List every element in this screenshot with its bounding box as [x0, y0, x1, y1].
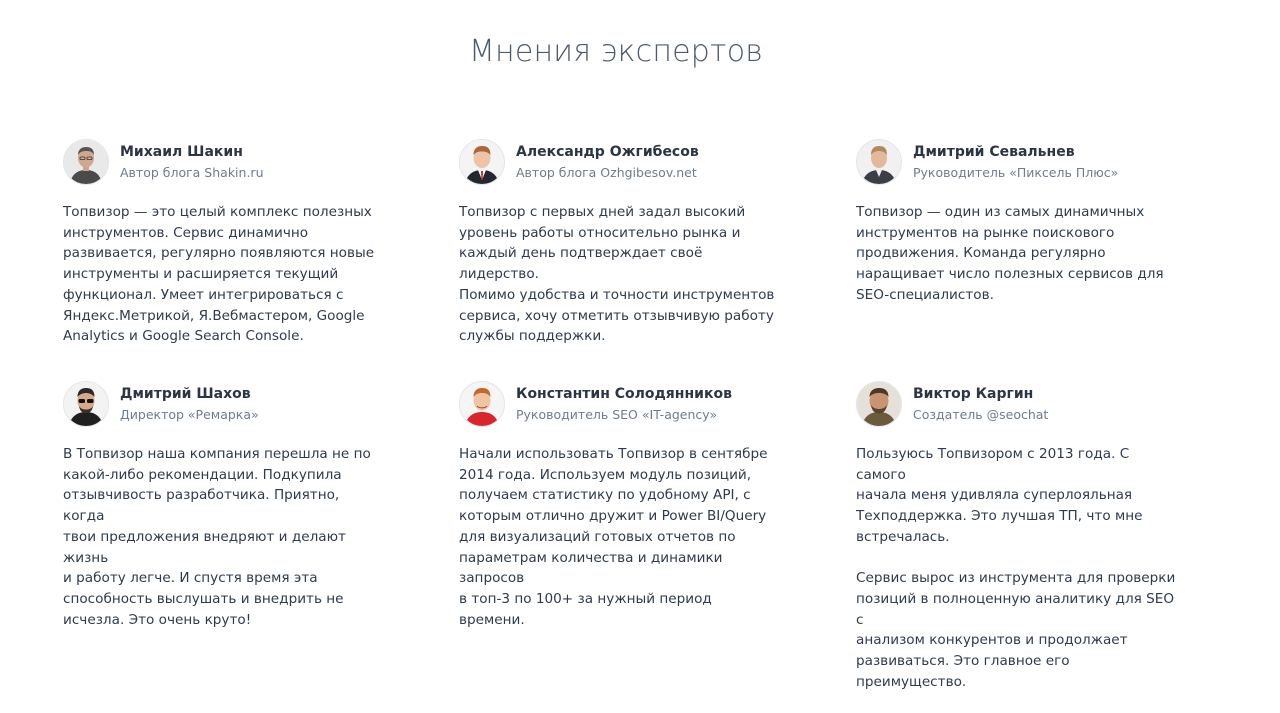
expert-header	[63, 139, 383, 185]
expert-role: Автор блога Shakin.ru	[120, 164, 264, 180]
person-photo-icon	[460, 382, 504, 426]
expert-role: Руководитель «Пиксель Плюс»	[913, 164, 1119, 180]
person-photo-icon	[64, 140, 108, 184]
expert-name: Дмитрий Шахов	[120, 385, 251, 402]
avatar	[63, 381, 109, 427]
expert-name: Александр Ожгибесов	[516, 143, 699, 160]
avatar	[63, 139, 109, 185]
expert-header	[459, 381, 779, 427]
person-photo-icon	[460, 140, 504, 184]
expert-name: Константин Солодянников	[516, 385, 732, 402]
expert-quote: Пользуюсь Топвизором с 2013 года. С самого начала меня удивляла суперлояльная Техподдержка. Это лучшая ТП, что мне встречалась. Сервис вырос из инструмента для проверки позиций в полноценную аналитику для SEO с анализом конкурентов и продолжает развиваться. Это главное его преимущество.	[856, 446, 1176, 690]
avatar	[459, 139, 505, 185]
expert-role: Директор «Ремарка»	[120, 406, 259, 422]
expert-card	[856, 139, 1176, 306]
avatar	[856, 139, 902, 185]
avatar	[856, 381, 902, 427]
expert-header	[63, 381, 383, 427]
expert-card	[459, 139, 779, 347]
expert-quote: Топвизор — это целый комплекс полезных инструментов. Сервис динамично развивается, регулярно появляются новые инструменты и расширяется текущий функционал. Умеет интегрироваться с Яндекс.Метрикой, Я.Вебмастером, Google Analytics и Google Search Console.	[63, 204, 375, 345]
avatar	[459, 381, 505, 427]
expert-quote: Топвизор с первых дней задал высокий уровень работы относительно рынка и каждый день подтверждает своё лидерство. Помимо удобства и точности инструментов сервиса, хочу отметить отзывчивую работу службы поддержки.	[459, 204, 775, 345]
person-photo-icon	[857, 382, 901, 426]
person-photo-icon	[857, 140, 901, 184]
expert-name: Дмитрий Севальнев	[913, 143, 1075, 160]
expert-card	[459, 381, 779, 630]
expert-header	[856, 139, 1176, 185]
expert-card	[63, 139, 383, 347]
expert-quote: В Топвизор наша компания перешла не по какой-либо рекомендации. Подкупила отзывчивость разработчика. Приятно, когда твои предложения внедряют и делают жизнь и работу легче. И спустя время эта способность выслушать и внедрить не исчезла. Это очень круто!	[63, 446, 371, 628]
expert-header	[856, 381, 1176, 427]
expert-quote: Топвизор — один из самых динамичных инструментов на рынке поискового продвижения. Команда регулярно наращивает число полезных сервисов для SEO-специалистов.	[856, 204, 1164, 303]
expert-role: Руководитель SEO «IT-agency»	[516, 406, 718, 422]
expert-card	[856, 381, 1176, 692]
expert-card	[63, 381, 383, 630]
person-photo-icon	[64, 382, 108, 426]
expert-role: Создатель @seochat	[913, 406, 1049, 422]
expert-quote: Начали использовать Топвизор в сентябре 2014 года. Используем модуль позиций, получаем статистику по удобному API, с которым отлично дружит и Power BI/Query для визуализаций готовых отчетов по параметрам количества и динамики запросов в топ-3 по 100+ за нужный период времени.	[459, 446, 768, 628]
expert-role: Автор блога Ozhgibesov.net	[516, 164, 697, 180]
expert-header	[459, 139, 779, 185]
expert-name: Виктор Каргин	[913, 385, 1034, 402]
expert-name: Михаил Шакин	[120, 143, 243, 160]
section-title: Мнения экспертов	[468, 34, 764, 69]
